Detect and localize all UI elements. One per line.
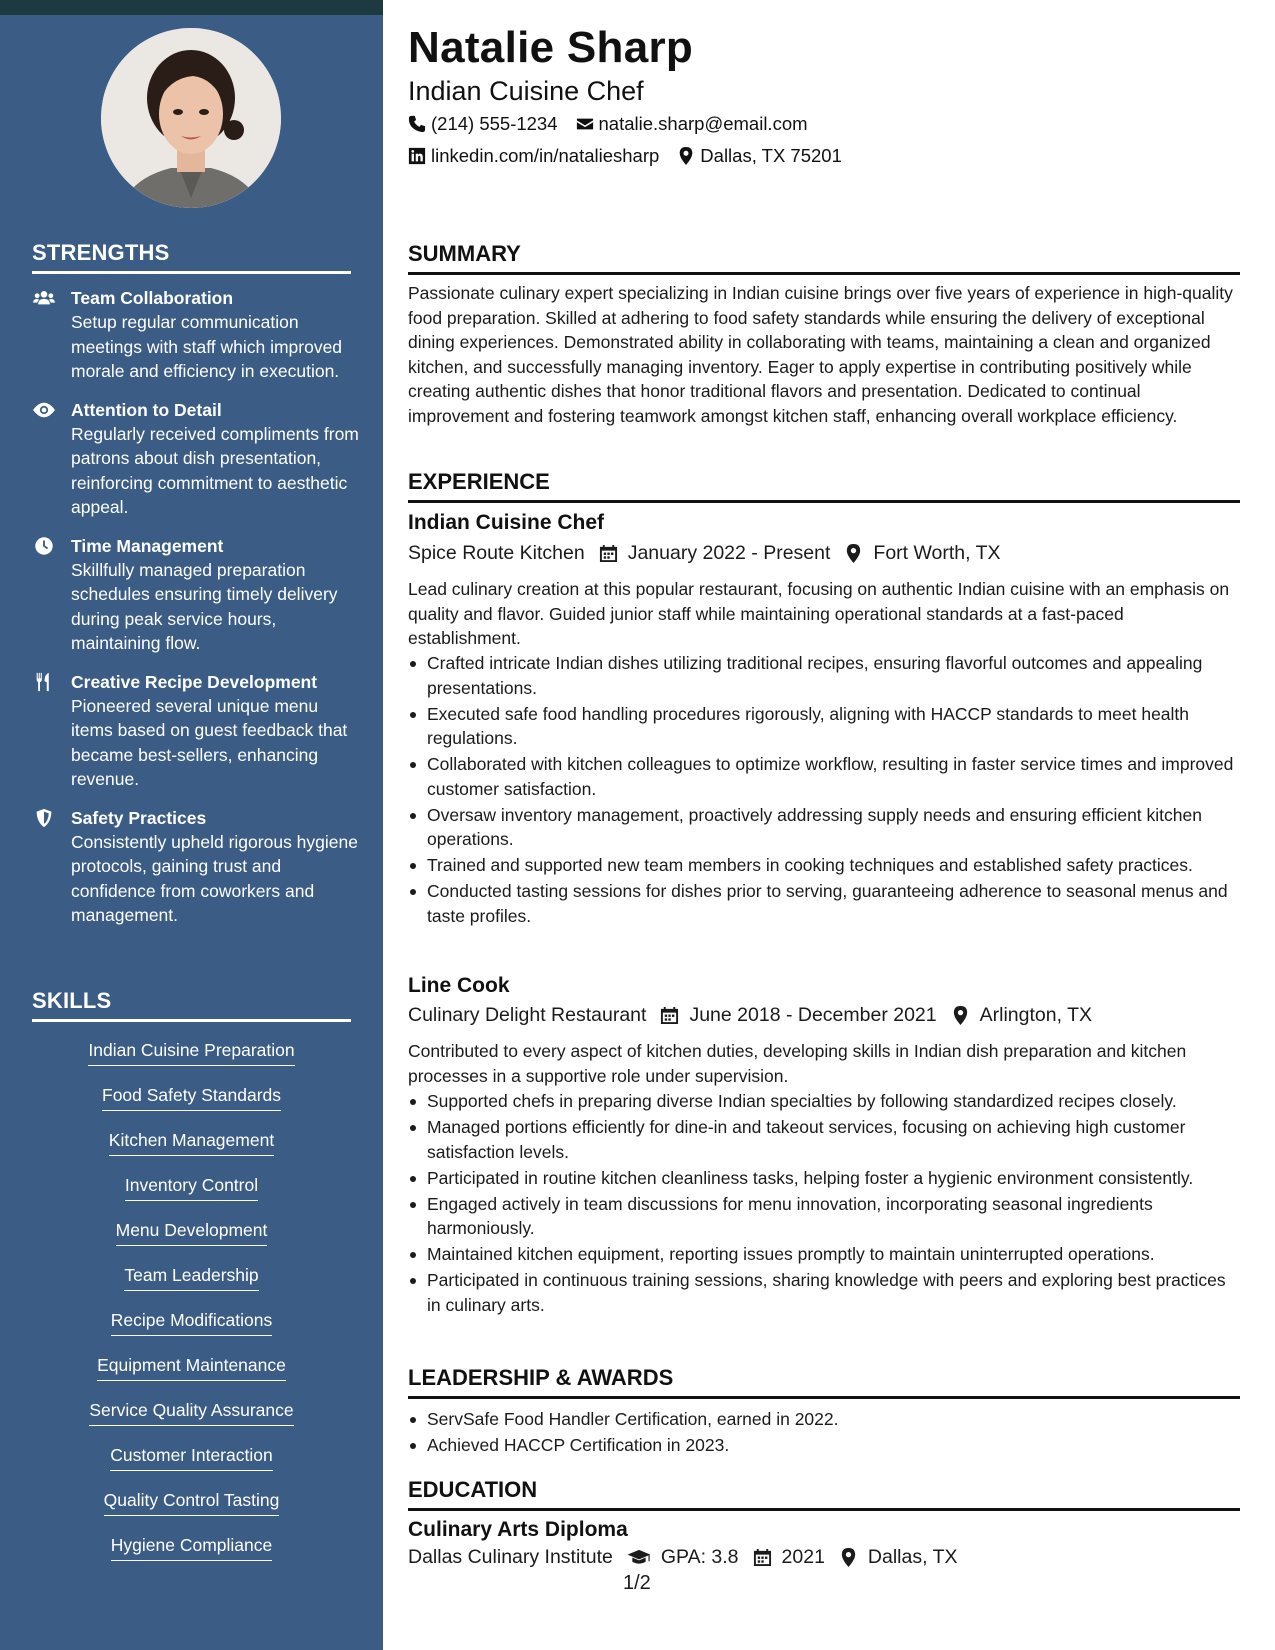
skill-item bbox=[32, 1038, 351, 1083]
education-meta bbox=[408, 1546, 972, 1569]
education-year bbox=[753, 1546, 825, 1569]
education-heading: EDUCATION bbox=[408, 1476, 1240, 1511]
strength-title: Team Collaboration bbox=[71, 288, 234, 308]
contact-row bbox=[408, 145, 860, 167]
skill-item bbox=[32, 1083, 351, 1128]
skills-list bbox=[32, 1038, 351, 1578]
job-bullets bbox=[408, 651, 1240, 930]
map-pin-icon bbox=[677, 147, 695, 165]
skill-item bbox=[32, 1353, 351, 1398]
job-dates-text: June 2018 - December 2021 bbox=[689, 1004, 937, 1026]
bullet-item: Trained and supported new team members in cooking techniques and established safety practices. bbox=[408, 853, 1240, 878]
job-role: Line Cook bbox=[408, 974, 510, 997]
bullet-item: Crafted intricate Indian dishes utilizing traditional recipes, ensuring flavorful outcomes and appealing presentations. bbox=[408, 651, 1240, 700]
job-description: Lead culinary creation at this popular restaurant, focusing on authentic Indian cuisine with an emphasis on quality and flavor. Guided junior staff while maintaining operational standards at a fast-paced establishment. bbox=[408, 579, 1230, 648]
education-location-text: Dallas, TX bbox=[867, 1546, 958, 1568]
strengths-list bbox=[32, 286, 362, 942]
linkedin-icon bbox=[408, 147, 426, 165]
strengths-heading: STRENGTHS bbox=[32, 240, 351, 274]
graduation-cap-icon bbox=[627, 1548, 651, 1567]
skill-item bbox=[32, 1398, 351, 1443]
skill-item bbox=[32, 1443, 351, 1488]
contact-row bbox=[408, 113, 826, 135]
linkedin-text: linkedin.com/in/nataliesharp bbox=[431, 145, 660, 166]
skill-item bbox=[32, 1488, 351, 1533]
strength-item bbox=[32, 286, 362, 384]
skill-label: Customer Interaction bbox=[110, 1443, 272, 1471]
bullet-item: Participated in continuous training sessions, sharing knowledge with peers and exploring best practices in culinary arts. bbox=[408, 1268, 1240, 1317]
map-pin-icon bbox=[844, 544, 863, 563]
strength-desc: Regularly received compliments from patrons about dish presentation, reinforcing commitment to aesthetic appeal. bbox=[71, 423, 359, 517]
bullet-item: Conducted tasting sessions for dishes prior to serving, guaranteeing adherence to seasonal menus and taste profiles. bbox=[408, 879, 1240, 928]
education-gpa bbox=[627, 1546, 739, 1569]
envelope-icon bbox=[576, 115, 594, 133]
location-contact bbox=[677, 145, 842, 167]
strength-item bbox=[32, 398, 362, 520]
company-name: Culinary Delight Restaurant bbox=[408, 1004, 647, 1026]
strength-title: Time Management bbox=[71, 535, 224, 556]
skill-label: Indian Cuisine Preparation bbox=[88, 1038, 294, 1066]
skill-item bbox=[32, 1218, 351, 1263]
job-dates bbox=[599, 542, 831, 565]
strength-desc: Skillfully managed preparation schedules ensuring timely delivery during peak service hours, maintaining flow. bbox=[71, 559, 338, 653]
calendar-icon bbox=[599, 544, 618, 563]
skill-label: Hygiene Compliance bbox=[111, 1533, 272, 1561]
bullet-item: Supported chefs in preparing diverse Indian specialties by following standardized recipes closely. bbox=[408, 1089, 1240, 1114]
phone-text: (214) 555-1234 bbox=[431, 113, 558, 134]
skill-item bbox=[32, 1128, 351, 1173]
education-location bbox=[839, 1546, 958, 1569]
users-icon bbox=[32, 288, 56, 308]
email-contact[interactable] bbox=[576, 113, 808, 135]
strength-desc: Pioneered several unique menu items based on guest feedback that became best-sellers, enhancing revenue. bbox=[71, 695, 348, 789]
job-location-text: Fort Worth, TX bbox=[873, 542, 1001, 564]
sidebar-top-bar bbox=[0, 0, 383, 15]
degree-title: Culinary Arts Diploma bbox=[408, 1518, 628, 1541]
skill-label: Service Quality Assurance bbox=[89, 1398, 293, 1426]
strength-desc: Consistently upheld rigorous hygiene protocols, gaining trust and confidence from coworkers and management. bbox=[71, 831, 358, 925]
strength-item bbox=[32, 670, 362, 792]
gpa-text: GPA: 3.8 bbox=[660, 1546, 739, 1568]
skill-label: Team Leadership bbox=[124, 1263, 258, 1291]
awards-heading: LEADERSHIP & AWARDS bbox=[408, 1364, 1240, 1399]
awards-list bbox=[408, 1407, 1240, 1459]
job-dates bbox=[660, 1004, 936, 1027]
location-text: Dallas, TX 75201 bbox=[700, 145, 842, 166]
year-text: 2021 bbox=[781, 1546, 825, 1568]
skill-label: Food Safety Standards bbox=[102, 1083, 281, 1111]
award-item: Achieved HACCP Certification in 2023. bbox=[408, 1433, 1240, 1458]
skills-heading: SKILLS bbox=[32, 988, 351, 1022]
map-pin-icon bbox=[951, 1006, 970, 1025]
bullet-item: Managed portions efficiently for dine-in and takeout services, focusing on achieving high customer satisfaction levels. bbox=[408, 1115, 1240, 1164]
strength-title: Attention to Detail bbox=[71, 399, 222, 420]
award-item: ServSafe Food Handler Certification, earned in 2022. bbox=[408, 1407, 1240, 1432]
job-dates-text: January 2022 - Present bbox=[627, 542, 831, 564]
strength-item bbox=[32, 534, 362, 656]
sidebar bbox=[0, 0, 383, 1650]
summary-heading: SUMMARY bbox=[408, 240, 1240, 275]
skill-label: Quality Control Tasting bbox=[104, 1488, 280, 1516]
skill-label: Kitchen Management bbox=[109, 1128, 274, 1156]
job-meta bbox=[408, 1004, 1106, 1027]
bullet-item: Executed safe food handling procedures rigorously, aligning with HACCP standards to meet health regulations. bbox=[408, 702, 1240, 751]
phone-icon bbox=[408, 115, 426, 133]
bullet-item: Maintained kitchen equipment, reporting issues promptly to maintain uninterrupted operations. bbox=[408, 1242, 1240, 1267]
summary-text: Passionate culinary expert specializing in Indian cuisine brings over five years of experience in high-quality food preparation. Skilled at adhering to food safety standards while ensuring the delivery of exceptional dining experiences. Demonstrated ability in collaborating with teams, maintaining a clean and organized kitchen, and successfully managing inventory. Eager to apply expertise in contributing positively while creating authentic dishes that honor traditional flavors and presentation. Dedicated to continual improvement and fostering teamwork amongst kitchen staff, enhancing overall workplace efficiency. bbox=[408, 283, 1233, 426]
phone-contact[interactable] bbox=[408, 113, 558, 135]
skill-label: Recipe Modifications bbox=[111, 1308, 272, 1336]
shield-icon bbox=[32, 808, 56, 828]
job-bullets bbox=[408, 1089, 1240, 1319]
job-description: Contributed to every aspect of kitchen duties, developing skills in Indian dish preparation and kitchen processes in a supportive role under supervision. bbox=[408, 1041, 1187, 1086]
skill-label: Inventory Control bbox=[125, 1173, 258, 1201]
job-location bbox=[951, 1004, 1092, 1027]
candidate-title: Indian Cuisine Chef bbox=[408, 76, 644, 106]
skill-item bbox=[32, 1308, 351, 1353]
skill-item bbox=[32, 1263, 351, 1308]
calendar-icon bbox=[753, 1548, 772, 1567]
bullet-item: Oversaw inventory management, proactively addressing supply needs and ensuring efficient kitchen operations. bbox=[408, 803, 1240, 852]
strength-desc: Setup regular communication meetings with staff which improved morale and efficiency in execution. bbox=[71, 312, 343, 381]
map-pin-icon bbox=[839, 1548, 858, 1567]
bullet-item: Collaborated with kitchen colleagues to optimize workflow, resulting in faster service times and improved customer satisfaction. bbox=[408, 752, 1240, 801]
job-meta bbox=[408, 542, 1015, 565]
bullet-item: Participated in routine kitchen cleanliness tasks, helping foster a hygienic environment consistently. bbox=[408, 1166, 1240, 1191]
skill-label: Menu Development bbox=[116, 1218, 268, 1246]
strength-title: Safety Practices bbox=[71, 807, 207, 828]
school-name: Dallas Culinary Institute bbox=[408, 1546, 613, 1568]
company-name: Spice Route Kitchen bbox=[408, 542, 585, 564]
linkedin-contact[interactable] bbox=[408, 145, 659, 167]
profile-photo bbox=[101, 28, 281, 208]
utensils-icon bbox=[32, 672, 56, 692]
job-role: Indian Cuisine Chef bbox=[408, 511, 605, 534]
skill-item bbox=[32, 1533, 351, 1578]
skill-item bbox=[32, 1173, 351, 1218]
job-location bbox=[844, 542, 1000, 565]
job-location-text: Arlington, TX bbox=[979, 1004, 1092, 1026]
eye-icon bbox=[32, 400, 56, 420]
calendar-icon bbox=[660, 1006, 679, 1025]
email-text: natalie.sharp@email.com bbox=[598, 113, 808, 134]
bullet-item: Engaged actively in team discussions for menu innovation, incorporating seasonal ingredients harmoniously. bbox=[408, 1192, 1240, 1241]
skill-label: Equipment Maintenance bbox=[97, 1353, 286, 1381]
strength-item bbox=[32, 806, 362, 928]
experience-heading: EXPERIENCE bbox=[408, 468, 1240, 503]
page-number: 1/2 bbox=[623, 1572, 651, 1594]
clock-icon bbox=[32, 536, 56, 556]
strength-title: Creative Recipe Development bbox=[71, 671, 318, 692]
candidate-name: Natalie Sharp bbox=[408, 23, 694, 72]
